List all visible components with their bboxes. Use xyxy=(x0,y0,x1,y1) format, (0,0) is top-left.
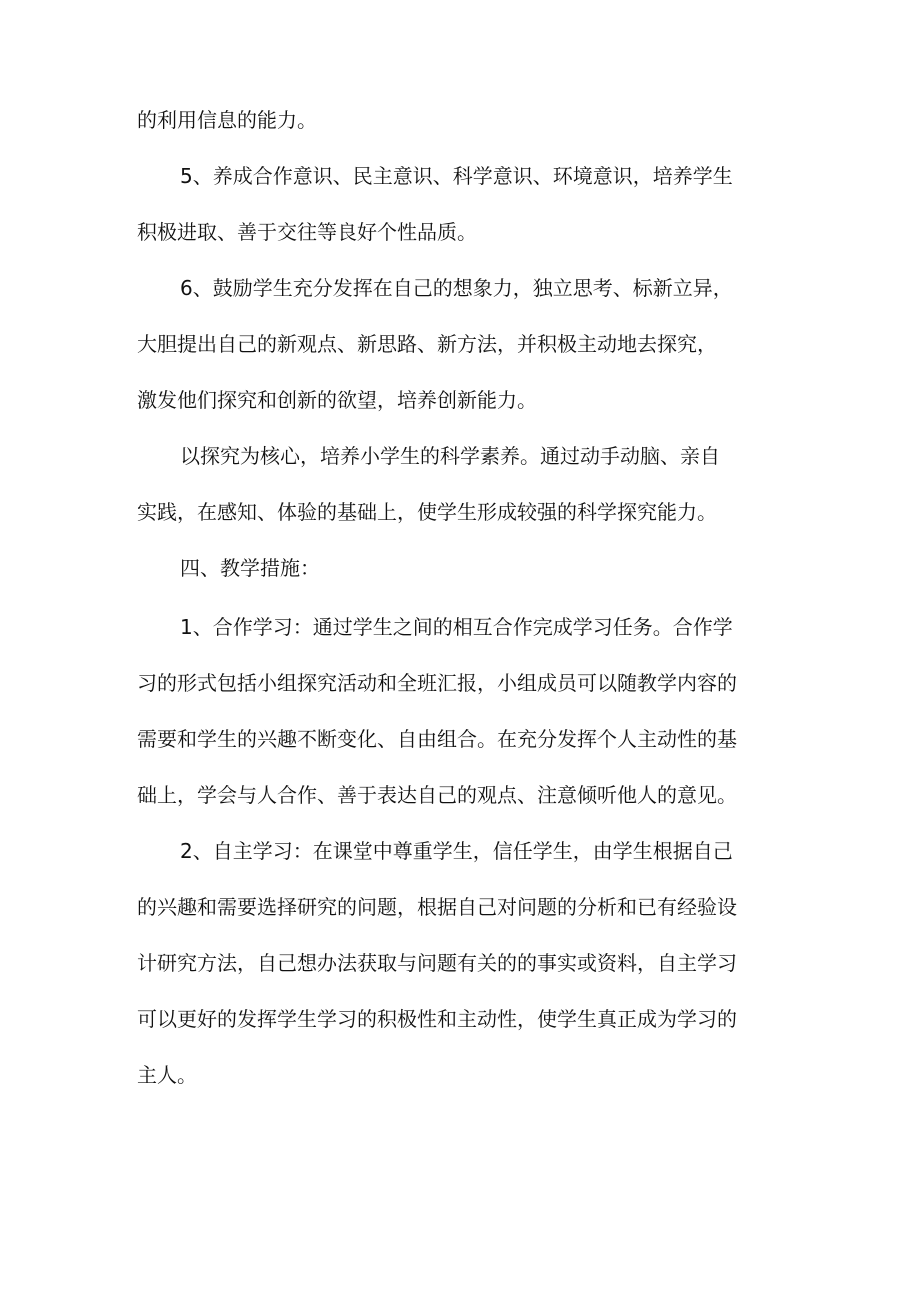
text-line: 的利用信息的能力。 xyxy=(137,108,317,132)
text-line: 积极进取、善于交往等良好个性品质。 xyxy=(137,220,477,244)
text-line: 激发他们探究和创新的欲望，培养创新能力。 xyxy=(137,388,537,412)
text-line: 2、自主学习：在课堂中尊重学生，信任学生，由学生根据自己 xyxy=(180,839,733,863)
text-line: 1、合作学习：通过学生之间的相互合作完成学习任务。合作学 xyxy=(180,615,733,639)
text-line: 需要和学生的兴趣不断变化、自由组合。在充分发挥个人主动性的基 xyxy=(137,727,737,751)
text-line: 习的形式包括小组探究活动和全班汇报，小组成员可以随教学内容的 xyxy=(137,671,737,695)
text-line: 主人。 xyxy=(137,1063,197,1087)
text-line: 可以更好的发挥学生学习的积极性和主动性，使学生真正成为学习的 xyxy=(137,1007,737,1031)
text-line: 5、养成合作意识、民主意识、科学意识、环境意识，培养学生 xyxy=(180,164,733,188)
text-line: 大胆提出自己的新观点、新思路、新方法，并积极主动地去探究， xyxy=(137,332,717,356)
text-line: 实践，在感知、体验的基础上，使学生形成较强的科学探究能力。 xyxy=(137,500,717,524)
section-heading: 四、教学措施： xyxy=(180,556,320,580)
text-line: 计研究方法，自己想办法获取与问题有关的的事实或资料，自主学习 xyxy=(137,951,737,975)
text-line: 础上，学会与人合作、善于表达自己的观点、注意倾听他人的意见。 xyxy=(137,783,737,807)
text-line: 以探究为核心，培养小学生的科学素养。通过动手动脑、亲自 xyxy=(180,444,720,468)
text-line: 的兴趣和需要选择研究的问题，根据自己对问题的分析和已有经验设 xyxy=(137,895,737,919)
text-line: 6、鼓励学生充分发挥在自己的想象力，独立思考、标新立异， xyxy=(180,276,733,300)
